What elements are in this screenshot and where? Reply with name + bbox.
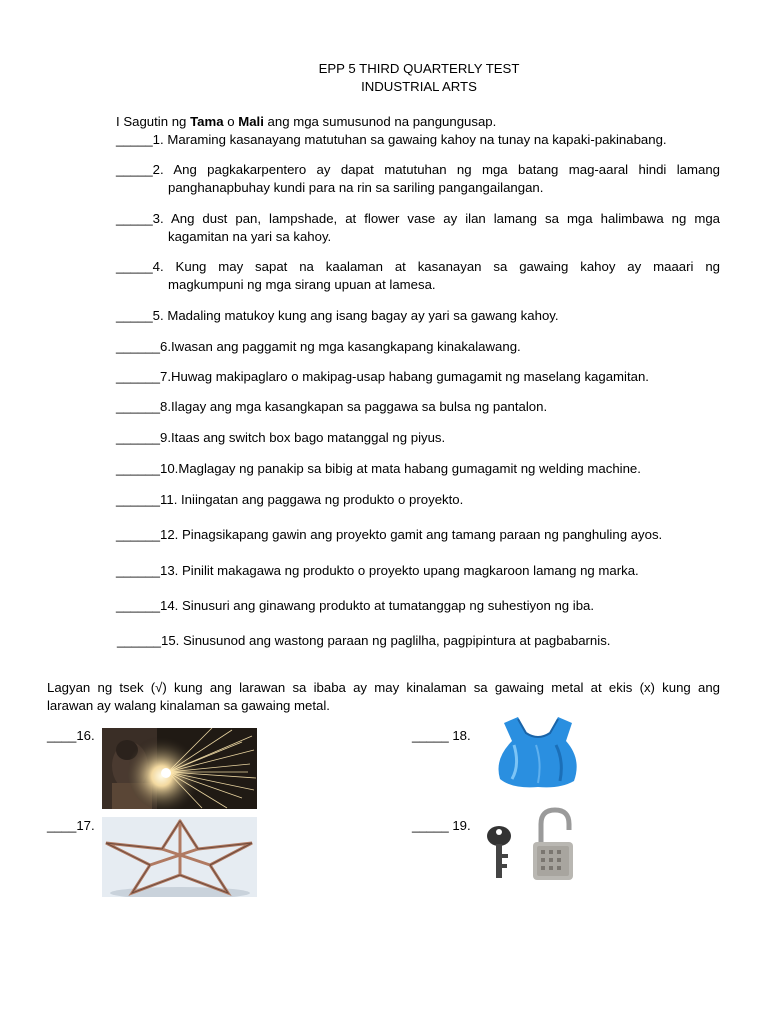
part1-instruction: I Sagutin ng Tama o Mali ang mga sumusunod na pangungusap. bbox=[116, 114, 497, 129]
question-item: ______13. Pinilit makagawa ng produkto o proyekto upang magkaroon lamang ng marka. bbox=[116, 563, 639, 578]
question-item: _____3. Ang dust pan, lampshade, at flower vase ay ilan lamang sa mga halimbawa ng mga bbox=[116, 211, 720, 226]
test-title: EPP 5 THIRD QUARTERLY TEST bbox=[318, 61, 520, 76]
question-item: ______14. Sinusuri ang ginawang produkto at tumatanggap ng suhestiyon ng iba. bbox=[116, 598, 595, 613]
question-item: ______9.Itaas ang switch box bago matanggal ng piyus. bbox=[116, 430, 446, 445]
mali-keyword: Mali bbox=[238, 114, 264, 129]
picture-item-label: ____16. bbox=[47, 728, 95, 743]
part2-instruction: Lagyan ng tsek (√) kung ang larawan sa ibaba ay may kinalaman sa gawaing metal at ekis (x) kung ang bbox=[47, 680, 720, 695]
blue-plastic-bag-photo bbox=[490, 715, 586, 790]
question-item-continuation: magkumpuni ng mga sirang upuan at lamesa. bbox=[168, 277, 436, 292]
tama-keyword: Tama bbox=[190, 114, 224, 129]
question-item: _____2. Ang pagkakarpentero ay dapat matutuhan ng mga batang mag-aaral hindi lamang bbox=[116, 162, 720, 177]
picture-item-label: _____ 19. bbox=[412, 818, 471, 833]
question-item: ______11. Iniingatan ang paggawa ng produkto o proyekto. bbox=[116, 492, 464, 507]
question-item: _____4. Kung may sapat na kaalaman at kasanayan sa gawaing kahoy ay maaari ng bbox=[116, 259, 720, 274]
question-item: ______8.Ilagay ang mga kasangkapan sa paggawa sa bulsa ng pantalon. bbox=[116, 399, 548, 414]
question-item-continuation: kagamitan na yari sa kahoy. bbox=[168, 229, 332, 244]
question-item: ______12. Pinagsikapang gawin ang proyekto gamit ang tamang paraan ng panghuling ayos. bbox=[116, 527, 663, 542]
question-item: ______6.Iwasan ang paggamit ng mga kasangkapang kinakalawang. bbox=[116, 339, 521, 354]
question-item: ______7.Huwag makipaglaro o makipag-usap habang gumagamit ng maselang kagamitan. bbox=[116, 369, 649, 384]
wooden-star-lantern-photo bbox=[102, 817, 257, 897]
picture-item-label: _____ 18. bbox=[412, 728, 471, 743]
picture-item-label: ____17. bbox=[47, 818, 95, 833]
question-item-continuation: panghanapbuhay kundi para na rin sa sariling pangangailangan. bbox=[168, 180, 544, 195]
question-item: _____5. Madaling matukoy kung ang isang bagay ay yari sa gawang kahoy. bbox=[116, 308, 559, 323]
question-item: ______15. Sinusunod ang wastong paraan ng paglilha, pagpipintura at pagbabarnis. bbox=[117, 633, 611, 648]
question-item: ______10.Maglagay ng panakip sa bibig at mata habang gumagamit ng welding machine. bbox=[116, 461, 641, 476]
part2-instruction-continuation: larawan ay walang kinalaman sa gawaing metal. bbox=[47, 698, 330, 713]
key-and-padlock-photo bbox=[483, 806, 579, 884]
question-item: _____1. Maraming kasanayang matutuhan sa gawaing kahoy na tunay na kapaki-pakinabang. bbox=[116, 132, 667, 147]
welding-sparks-photo bbox=[102, 728, 257, 809]
test-subtitle: INDUSTRIAL ARTS bbox=[361, 79, 477, 94]
